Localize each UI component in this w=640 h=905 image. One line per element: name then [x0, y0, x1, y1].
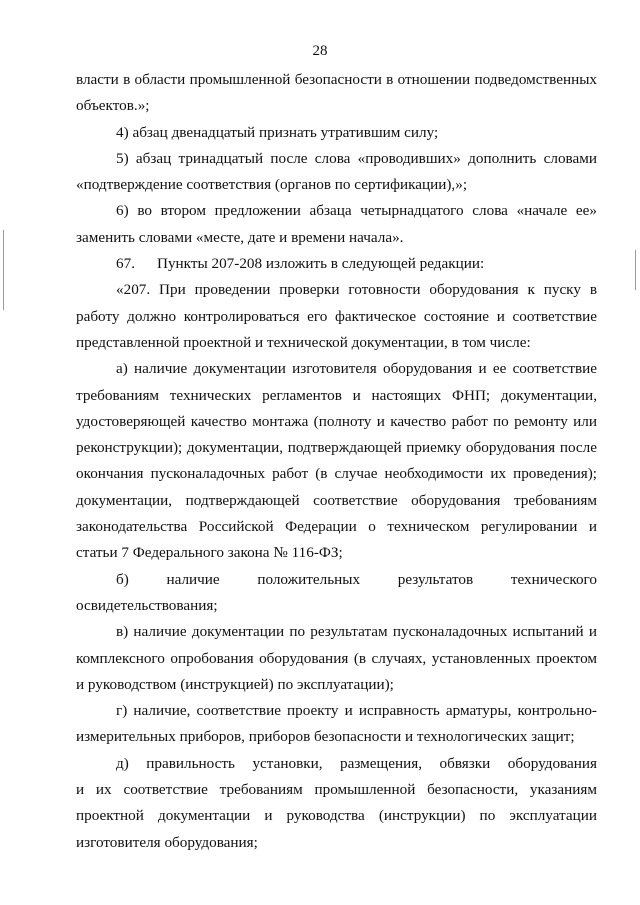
line-text: Пункты 207-208 изложить в следующей редакции: — [156, 255, 485, 273]
text-line — [76, 146, 597, 172]
text-line — [76, 383, 597, 409]
text-line — [76, 646, 597, 672]
text-line — [76, 540, 597, 566]
line-text: а) наличие документации изготовителя оборудования и ее соответствие — [116, 360, 597, 378]
text-line — [76, 514, 597, 540]
line-text: требованиям технических регламентов и настоящих ФНП; документации, — [76, 386, 597, 404]
line-text: 6) во втором предложении абзаца четырнадцатого слова «начале ее» — [116, 202, 597, 220]
line-text: г) наличие, соответствие проекту и исправность арматуры, контрольно- — [116, 702, 597, 720]
line-text: реконструкции); документации, подтверждающей приемку оборудования после — [76, 439, 597, 457]
text-line — [76, 120, 597, 146]
text-line — [76, 277, 597, 303]
text-line — [76, 251, 597, 277]
text-line — [76, 777, 597, 803]
line-text: статьи 7 Федерального закона № 116-ФЗ; — [76, 544, 343, 562]
paragraph — [76, 120, 597, 146]
line-text: б) наличие положительных результатов технического — [116, 570, 597, 588]
text-line — [76, 751, 597, 777]
paragraph — [76, 67, 597, 120]
line-text: «207. При проведении проверки готовности оборудования к пуску в — [116, 281, 597, 299]
page-number: 28 — [312, 43, 328, 59]
scan-edge-mark-right — [635, 250, 636, 290]
line-text: 4) абзац двенадцатый признать утратившим силу; — [116, 123, 439, 141]
paragraph — [76, 277, 597, 356]
line-text: в) наличие документации по результатам пусконаладочных испытаний и — [116, 623, 597, 641]
text-line — [76, 330, 597, 356]
line-text: законодательства Российской Федерации о техническом регулировании и — [76, 518, 597, 536]
text-line — [76, 488, 597, 514]
text-line — [76, 567, 597, 593]
paragraph — [76, 198, 597, 251]
line-text: и их соответствие требованиям промышленной безопасности, указаниям — [76, 781, 597, 799]
paragraph — [76, 567, 597, 620]
line-text: 5) абзац тринадцатый после слова «проводивших» дополнить словами — [116, 149, 597, 167]
text-line — [76, 698, 597, 724]
text-line — [76, 830, 597, 856]
paragraph — [76, 619, 597, 698]
line-text: комплексного опробования оборудования (в случаях, установленных проектом — [76, 649, 597, 667]
paragraph — [76, 751, 597, 856]
text-line — [76, 803, 597, 829]
text-line — [76, 93, 597, 119]
paragraph — [76, 356, 597, 566]
paragraph — [76, 251, 597, 277]
line-text: д) правильность установки, размещения, обвязки оборудования — [116, 754, 597, 772]
text-line — [76, 225, 597, 251]
text-line — [76, 672, 597, 698]
text-line — [76, 724, 597, 750]
text-line — [76, 593, 597, 619]
text-line — [76, 172, 597, 198]
line-text: окончания пусконаладочных работ (в случае необходимости их проведения); — [76, 465, 597, 483]
text-line — [76, 304, 597, 330]
line-text: «подтверждение соответствия (органов по сертификации),»; — [76, 176, 468, 194]
paragraph — [76, 146, 597, 199]
scan-edge-mark-left — [3, 230, 4, 310]
line-text: изготовителя оборудования; — [76, 833, 258, 851]
line-text: документации, подтверждающей соответствие оборудования требованиям — [76, 491, 597, 509]
text-line — [76, 67, 597, 93]
line-text: власти в области промышленной безопасности в отношении подведомственных — [76, 71, 597, 88]
text-line — [76, 619, 597, 645]
line-text: удостоверяющей качество монтажа (полноту и качество работ по ремонту или — [76, 412, 597, 430]
line-text: освидетельствования; — [76, 596, 218, 614]
line-text: проектной документации и руководства (инструкции) по эксплуатации — [76, 807, 597, 825]
paragraph — [76, 698, 597, 751]
text-line — [76, 435, 597, 461]
line-text: заменить словами «месте, дате и времени начала». — [76, 228, 404, 246]
line-text: работу должно контролироваться его фактическое состояние и соответствие — [76, 307, 597, 325]
text-line — [76, 356, 597, 382]
item-number: 67. — [116, 255, 135, 273]
line-text: объектов.»; — [76, 97, 150, 115]
text-line — [76, 409, 597, 435]
text-line — [76, 461, 597, 487]
document-body — [76, 67, 597, 856]
line-text: измерительных приборов, приборов безопасности и технологических защит; — [76, 728, 575, 746]
line-text: представленной проектной и технической документации, в том числе: — [76, 333, 531, 351]
text-line — [76, 198, 597, 224]
line-text: и руководством (инструкцией) по эксплуатации); — [76, 675, 394, 693]
